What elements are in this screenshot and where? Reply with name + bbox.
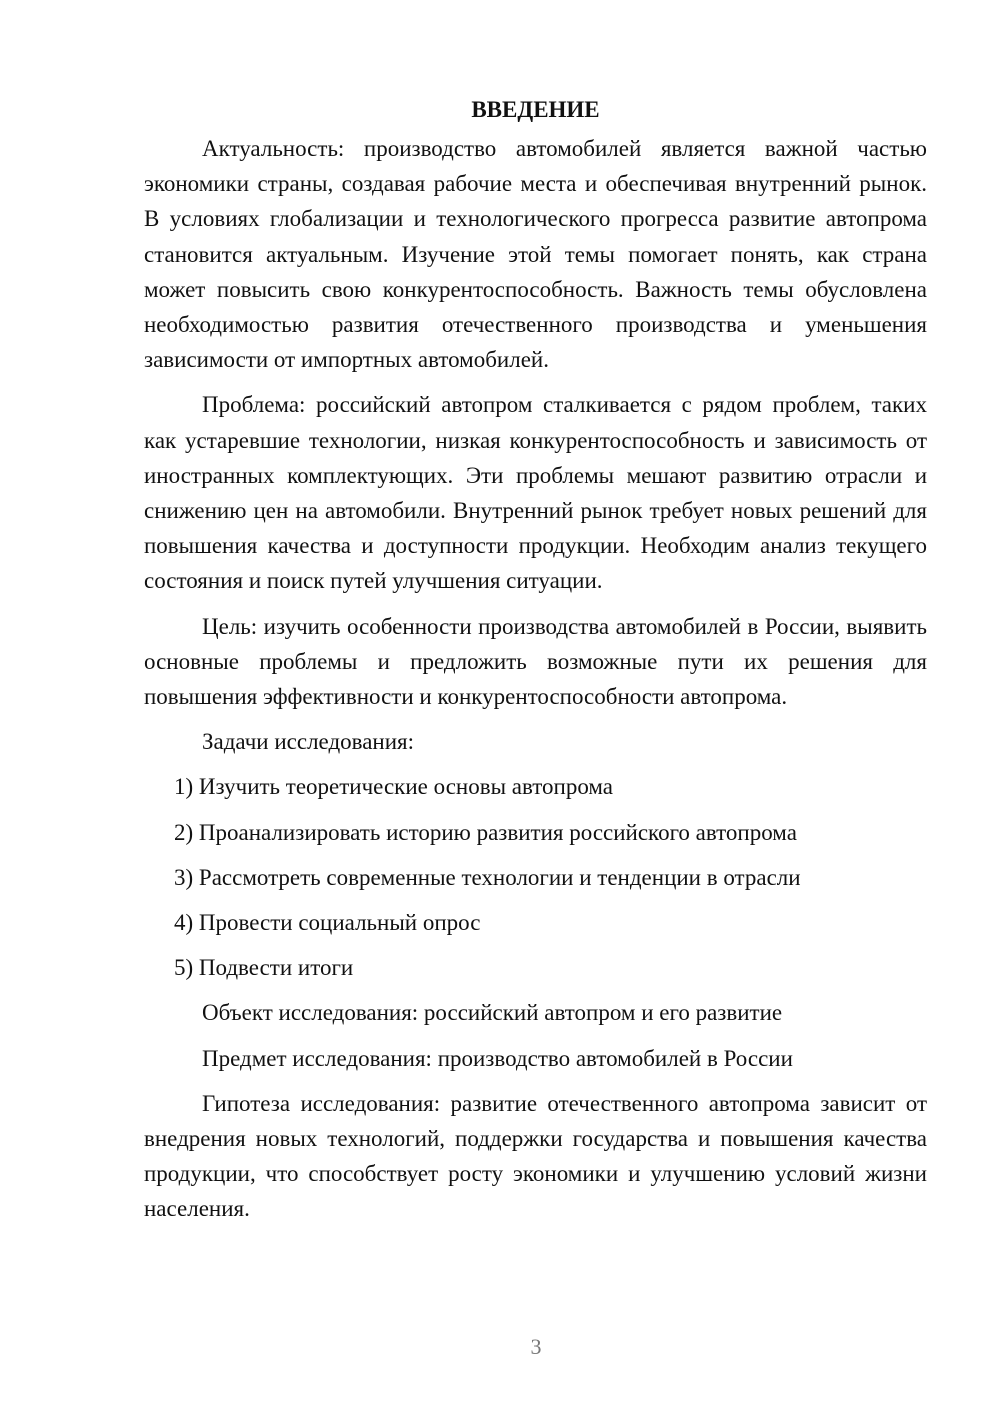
paragraph-relevance: Актуальность: производство автомобилей является важной частью экономики страны, создавая рабочие места и обеспечивая внутренний рынок. В условиях глобализации и технологического прогресса развитие автопрома становится актуальным. Изучение этой темы помогает понять, как страна может повысить свою конкурентоспособность. Важность темы обусловлена необходимостью развития отечественного производства и уменьшения зависимости от импортных автомобилей. xyxy=(144,136,927,373)
paragraph-problem: Проблема: российский автопром сталкивается с рядом проблем, таких как устаревшие технологии, низкая конкурентоспособность и зависимость от иностранных комплектующих. Эти проблемы мешают развитию отрасли и снижению цен на автомобили. Внутренний рынок требует новых решений для повышения качества и доступности продукции. Необходим анализ текущего состояния и поиск путей улучшения ситуации. xyxy=(144,392,927,594)
task-item: 4) Провести социальный опрос xyxy=(174,910,481,936)
research-object: Объект исследования: российский автопром и его развитие xyxy=(202,1000,783,1026)
tasks-list xyxy=(144,769,927,985)
task-item: 5) Подвести итоги xyxy=(174,955,354,981)
tasks-heading: Задачи исследования: xyxy=(202,729,415,755)
task-item: 2) Проанализировать историю развития российского автопрома xyxy=(174,819,797,845)
document-page xyxy=(144,92,927,1237)
paragraph-goal: Цель: изучить особенности производства автомобилей в России, выявить основные проблемы и предложить возможные пути их решения для повышения эффективности и конкурентоспособности автопрома. xyxy=(144,613,927,710)
section-title: ВВЕДЕНИЕ xyxy=(471,97,600,122)
task-item: 3) Рассмотреть современные технологии и тенденции в отрасли xyxy=(174,864,801,890)
research-subject: Предмет исследования: производство автомобилей в России xyxy=(202,1045,793,1071)
page-number: 3 xyxy=(530,1334,542,1359)
research-hypothesis: Гипотеза исследования: развитие отечественного автопрома зависит от внедрения новых технологий, поддержки государства и повышения качества продукции, что способствует росту экономики и улучшению условий жизни населения. xyxy=(144,1090,927,1222)
task-item: 1) Изучить теоретические основы автопрома xyxy=(174,774,613,800)
